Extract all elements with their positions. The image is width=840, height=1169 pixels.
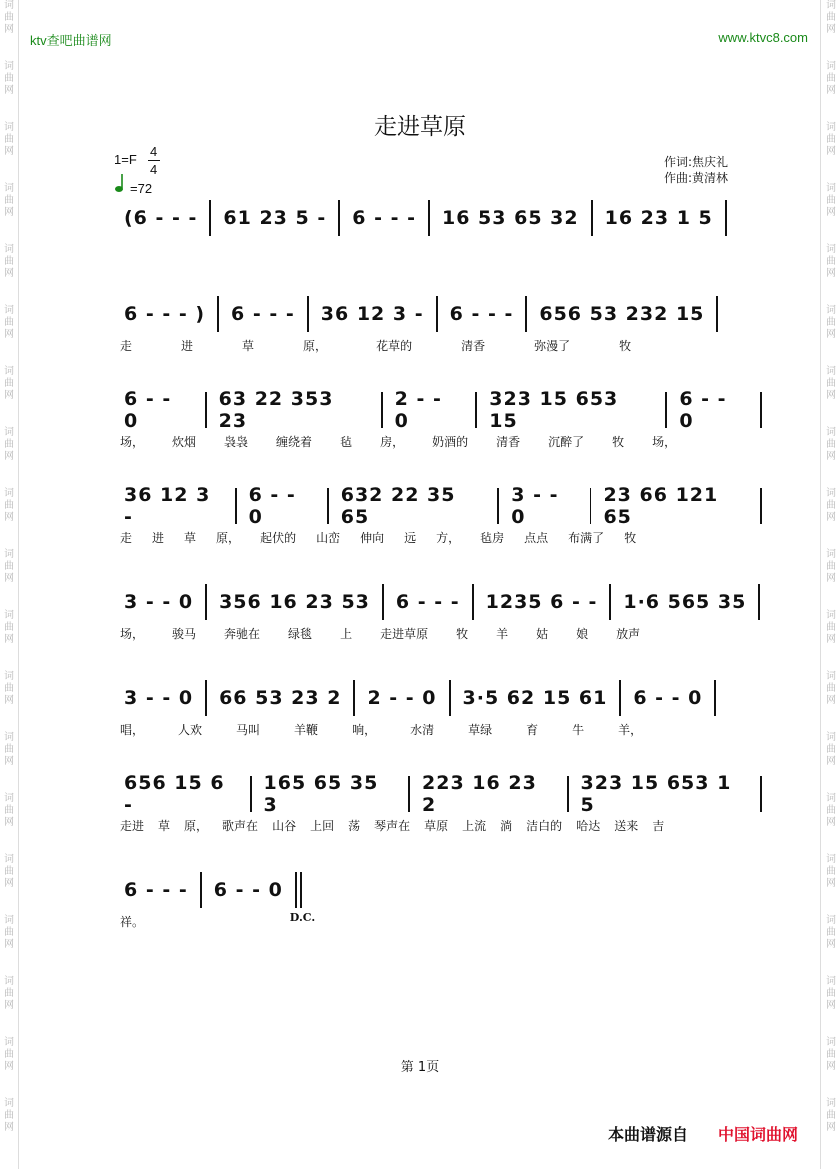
watermark-char: 网 xyxy=(4,756,14,767)
watermark-char: 词 xyxy=(826,183,836,194)
bar-line xyxy=(760,488,762,524)
final-bar-line xyxy=(300,872,302,908)
watermark-char: 曲 xyxy=(826,683,836,694)
measure: 16 53 65 32 xyxy=(441,207,579,229)
lyrics-row xyxy=(118,334,768,356)
measure: 63 22 353 23 xyxy=(218,388,334,432)
measure: 1235 6 - - xyxy=(485,591,598,613)
notation-row xyxy=(118,582,768,622)
watermark-char: 曲 xyxy=(4,73,14,84)
watermark-char: 词 xyxy=(826,305,836,316)
lyric-word: 原， xyxy=(303,338,328,353)
lyric-word: 清香 xyxy=(496,434,521,449)
key-signature: 1=F xyxy=(114,152,137,167)
watermark-char: 曲 xyxy=(4,744,14,755)
watermark-char: 曲 xyxy=(4,134,14,145)
watermark-char: 网 xyxy=(826,146,836,157)
watermark-char: 曲 xyxy=(826,805,836,816)
notation-row xyxy=(118,294,768,334)
lyric-word: 牧 xyxy=(456,626,469,641)
lyric-word: 牧 xyxy=(619,338,632,353)
watermark-char: 词 xyxy=(4,488,14,499)
measure: 323 15 653 1 5 xyxy=(580,772,732,816)
measure: 323 15 653 15 xyxy=(489,388,619,432)
notation-row xyxy=(118,198,768,238)
watermark-char: 曲 xyxy=(826,73,836,84)
bar-line xyxy=(567,776,569,812)
song-title: 走进草原 xyxy=(374,114,466,140)
watermark-char: 网 xyxy=(4,451,14,462)
watermark-char: 曲 xyxy=(4,1110,14,1121)
watermark-char: 网 xyxy=(4,695,14,706)
score-system xyxy=(118,294,768,356)
lyric-word: 清香 xyxy=(461,338,486,353)
watermark-char: 网 xyxy=(826,24,836,35)
lyric-word: 场， xyxy=(652,434,677,449)
lyric-word: 房， xyxy=(380,434,405,449)
watermark-char: 曲 xyxy=(4,561,14,572)
watermark-char: 网 xyxy=(826,756,836,767)
watermark-char: 曲 xyxy=(4,1049,14,1060)
bar-line xyxy=(716,296,718,332)
bar-line xyxy=(217,296,219,332)
lyric-word: 吉 xyxy=(652,818,665,833)
watermark-char: 网 xyxy=(826,817,836,828)
lyric-word: 草 xyxy=(242,338,255,353)
lyric-word: 羊 xyxy=(496,626,509,641)
watermark-char: 网 xyxy=(4,329,14,340)
lyric-word: 进 xyxy=(152,530,165,545)
lyric-word: 场， xyxy=(120,626,145,641)
bar-line xyxy=(307,296,309,332)
bar-line xyxy=(235,488,237,524)
watermark-char: 网 xyxy=(826,573,836,584)
watermark-char: 词 xyxy=(4,0,14,11)
bar-line xyxy=(497,488,499,524)
measure: 66 53 23 2 xyxy=(219,687,342,709)
lyric-word: 荡 xyxy=(348,818,361,833)
bar-line xyxy=(619,680,621,716)
watermark-char: 网 xyxy=(826,85,836,96)
bar-line xyxy=(209,200,211,236)
measure: 3 - - 0 xyxy=(124,591,194,613)
bar-line xyxy=(590,488,592,524)
watermark-char: 网 xyxy=(4,24,14,35)
measure: 6 - - 0 xyxy=(633,687,703,709)
bar-line xyxy=(714,680,716,716)
lyrics-row xyxy=(118,814,768,836)
score-system xyxy=(118,390,768,452)
watermark-char: 曲 xyxy=(4,378,14,389)
lyric-word: 方， xyxy=(436,530,461,545)
watermark-char: 曲 xyxy=(826,866,836,877)
watermark-char: 词 xyxy=(826,488,836,499)
watermark-char: 网 xyxy=(4,634,14,645)
watermark-char: 词 xyxy=(4,854,14,865)
watermark-char: 曲 xyxy=(4,988,14,999)
measure: 656 15 6 - xyxy=(124,772,225,816)
lyric-word: 走 xyxy=(120,530,133,545)
lyric-word: 进 xyxy=(181,338,194,353)
lyric-word: 袅袅 xyxy=(224,434,249,449)
watermark-char: 网 xyxy=(4,817,14,828)
watermark-char: 词 xyxy=(4,1037,14,1048)
bar-line xyxy=(250,776,252,812)
bar-line xyxy=(327,488,329,524)
lyric-word: 炊烟 xyxy=(172,434,197,449)
lyric-word: 响， xyxy=(352,722,377,737)
watermark-char: 词 xyxy=(4,549,14,560)
lyric-word: 毡房 xyxy=(480,530,505,545)
lyric-word: 场， xyxy=(120,434,145,449)
measure: 6 - - 0 xyxy=(213,879,283,901)
measure: 61 23 5 - xyxy=(223,207,327,229)
watermark-char: 网 xyxy=(4,878,14,889)
score-system xyxy=(118,486,768,548)
score-system xyxy=(118,198,768,260)
watermark-char: 曲 xyxy=(826,317,836,328)
lyrics-row xyxy=(118,238,768,260)
lyrics-row xyxy=(118,910,768,932)
measure: 6 - - - xyxy=(395,591,460,613)
lyric-word: 奶酒的 xyxy=(432,434,469,449)
bar-line xyxy=(449,680,451,716)
watermark-char: 词 xyxy=(826,732,836,743)
watermark-char: 词 xyxy=(826,976,836,987)
measure: 2 - - 0 xyxy=(394,388,442,432)
watermark-char: 网 xyxy=(4,390,14,401)
watermark-char: 网 xyxy=(4,85,14,96)
watermark-char: 词 xyxy=(4,671,14,682)
bar-line xyxy=(436,296,438,332)
lyrics-row xyxy=(118,526,768,548)
lyric-word: 牧 xyxy=(612,434,625,449)
watermark-char: 网 xyxy=(4,1122,14,1133)
watermark-char: 曲 xyxy=(4,317,14,328)
lyric-word: 草 xyxy=(184,530,197,545)
watermark-char: 网 xyxy=(826,634,836,645)
watermark-char: 词 xyxy=(4,61,14,72)
watermark-char: 词 xyxy=(4,915,14,926)
measure: 6 - - - xyxy=(124,879,188,901)
bar-line xyxy=(725,200,727,236)
bar-line xyxy=(472,584,474,620)
bar-line xyxy=(338,200,340,236)
lyric-word: 山谷 xyxy=(272,818,297,833)
watermark-char: 词 xyxy=(4,793,14,804)
lyricist-credit: 作词:焦庆礼 xyxy=(664,155,729,169)
measure: 2 - - 0 xyxy=(367,687,437,709)
bar-line xyxy=(428,200,430,236)
lyric-word: 姑 xyxy=(536,626,549,641)
bar-line xyxy=(200,872,202,908)
watermark-char: 词 xyxy=(826,549,836,560)
watermark-char: 网 xyxy=(826,1122,836,1133)
lyric-word: 原， xyxy=(184,818,209,833)
watermark-char: 曲 xyxy=(826,378,836,389)
watermark-char: 网 xyxy=(826,695,836,706)
right-watermark-column xyxy=(824,0,838,1159)
bar-line xyxy=(475,392,477,428)
lyric-word: 弥漫了 xyxy=(534,338,571,353)
lyric-word: 送来 xyxy=(614,818,639,833)
watermark-char: 词 xyxy=(826,915,836,926)
watermark-char: 词 xyxy=(826,427,836,438)
lyric-word: 走进草原 xyxy=(380,626,429,641)
lyric-word: 沉醉了 xyxy=(548,434,585,449)
watermark-char: 网 xyxy=(4,1061,14,1072)
lyric-word: 洁白的 xyxy=(526,818,563,833)
measure: 165 65 35 3 xyxy=(263,772,379,816)
watermark-char: 词 xyxy=(4,183,14,194)
watermark-char: 词 xyxy=(826,0,836,11)
left-border-line xyxy=(18,0,19,1169)
watermark-char: 曲 xyxy=(4,866,14,877)
watermark-char: 曲 xyxy=(826,988,836,999)
score-staff xyxy=(118,198,768,932)
score-system xyxy=(118,870,768,932)
watermark-char: 词 xyxy=(4,366,14,377)
watermark-char: 曲 xyxy=(826,1110,836,1121)
measure: (6 - - - xyxy=(124,207,198,229)
lyric-word: 琴声在 xyxy=(374,818,411,833)
watermark-char: 曲 xyxy=(826,927,836,938)
watermark-char: 曲 xyxy=(4,805,14,816)
lyric-word: 淌 xyxy=(500,818,513,833)
watermark-char: 曲 xyxy=(4,622,14,633)
lyric-word: 放声 xyxy=(616,626,641,641)
lyric-word: 娘 xyxy=(576,626,589,641)
watermark-char: 网 xyxy=(826,329,836,340)
right-border-line xyxy=(820,0,821,1169)
watermark-char: 网 xyxy=(826,939,836,950)
lyric-word: 原， xyxy=(216,530,241,545)
lyric-word: 草原 xyxy=(424,818,449,833)
watermark-char: 曲 xyxy=(4,439,14,450)
watermark-char: 曲 xyxy=(826,744,836,755)
lyric-word: 牧 xyxy=(624,530,637,545)
watermark-char: 词 xyxy=(4,244,14,255)
time-signature-line xyxy=(148,160,160,161)
time-signature-top: 4 xyxy=(150,144,158,159)
notation-row xyxy=(118,390,768,430)
measure: 656 53 232 15 xyxy=(539,303,705,325)
lyrics-row xyxy=(118,622,768,644)
watermark-char: 曲 xyxy=(4,256,14,267)
measure: 6 - - 0 xyxy=(248,484,296,528)
watermark-char: 曲 xyxy=(4,683,14,694)
watermark-char: 曲 xyxy=(826,622,836,633)
notation-row xyxy=(118,678,768,718)
lyric-word: 祥。 xyxy=(120,914,145,929)
score-system xyxy=(118,582,768,644)
watermark-char: 网 xyxy=(826,207,836,218)
watermark-char: 曲 xyxy=(826,439,836,450)
watermark-char: 词 xyxy=(826,1037,836,1048)
watermark-char: 词 xyxy=(4,427,14,438)
watermark-char: 网 xyxy=(826,390,836,401)
lyric-word: 点点 xyxy=(524,530,549,545)
watermark-char: 网 xyxy=(4,512,14,523)
bar-line xyxy=(760,776,762,812)
time-signature-bottom: 4 xyxy=(150,162,158,177)
watermark-char: 网 xyxy=(4,268,14,279)
lyric-word: 起伏的 xyxy=(260,530,297,545)
watermark-char: 曲 xyxy=(4,12,14,23)
lyric-word: 伸向 xyxy=(360,530,385,545)
source-site-link[interactable]: 中国词曲网 xyxy=(718,1125,799,1144)
score-system xyxy=(118,774,768,836)
watermark-char: 曲 xyxy=(826,500,836,511)
measure: 6 - - 0 xyxy=(124,388,172,432)
watermark-char: 词 xyxy=(4,305,14,316)
lyric-word: 布满了 xyxy=(568,530,605,545)
lyric-word: 缠绕着 xyxy=(276,434,313,449)
watermark-char: 曲 xyxy=(826,561,836,572)
watermark-char: 词 xyxy=(4,1098,14,1109)
lyric-word: 骏马 xyxy=(172,626,197,641)
measure: 3 - - 0 xyxy=(124,687,194,709)
notation-row xyxy=(118,486,768,526)
bar-line xyxy=(760,392,762,428)
watermark-char: 词 xyxy=(826,671,836,682)
lyric-word: 毡 xyxy=(340,434,353,449)
watermark-char: 网 xyxy=(826,451,836,462)
measure: 3·5 62 15 61 xyxy=(462,687,608,709)
lyric-word: 上回 xyxy=(310,818,335,833)
measure: 23 66 121 65 xyxy=(603,484,719,528)
watermark-char: 网 xyxy=(4,573,14,584)
da-capo-mark: D.C. xyxy=(289,911,316,924)
measure: 3 - - 0 xyxy=(511,484,559,528)
measure: 6 - - - xyxy=(449,303,514,325)
lyric-word: 人欢 xyxy=(178,722,203,737)
watermark-char: 网 xyxy=(4,939,14,950)
lyric-word: 走进 xyxy=(120,818,145,833)
lyric-word: 牛 xyxy=(572,722,585,737)
bar-line xyxy=(591,200,593,236)
watermark-char: 曲 xyxy=(4,927,14,938)
watermark-char: 曲 xyxy=(826,134,836,145)
bar-line xyxy=(525,296,527,332)
bar-line xyxy=(205,584,207,620)
composer-credit: 作曲:黄清林 xyxy=(664,171,729,185)
bar-line xyxy=(295,872,297,908)
bar-line xyxy=(408,776,410,812)
watermark-char: 词 xyxy=(826,366,836,377)
source-label: 本曲谱源自 xyxy=(608,1125,689,1144)
lyric-word: 上 xyxy=(340,626,353,641)
watermark-char: 曲 xyxy=(826,256,836,267)
lyric-word: 绿毯 xyxy=(288,626,313,641)
lyric-word: 羊鞭 xyxy=(294,722,319,737)
lyric-word: 上流 xyxy=(462,818,487,833)
lyric-word: 奔驰在 xyxy=(224,626,261,641)
watermark-char: 词 xyxy=(826,122,836,133)
watermark-char: 词 xyxy=(4,122,14,133)
watermark-char: 曲 xyxy=(4,500,14,511)
bar-line xyxy=(665,392,667,428)
bar-line xyxy=(758,584,760,620)
header-right-site[interactable]: www.ktvc8.com xyxy=(718,30,808,45)
measure: 223 16 23 2 xyxy=(422,772,537,816)
bar-line xyxy=(609,584,611,620)
bar-line xyxy=(353,680,355,716)
measure: 36 12 3 - xyxy=(124,484,211,528)
measure: 6 - - 0 xyxy=(679,388,727,432)
measure: 6 - - - xyxy=(231,303,295,325)
watermark-char: 网 xyxy=(4,1000,14,1011)
lyric-word: 歌声在 xyxy=(222,818,259,833)
lyric-word: 育 xyxy=(526,722,539,737)
lyric-word: 唱， xyxy=(120,722,145,737)
lyric-word: 山峦 xyxy=(316,530,341,545)
tempo-value: =72 xyxy=(130,181,153,196)
page-number: 第 1页 xyxy=(400,1060,440,1075)
bar-line xyxy=(205,392,207,428)
notation-row xyxy=(118,870,768,924)
watermark-char: 曲 xyxy=(826,195,836,206)
measure: 1·6 565 35 xyxy=(623,591,747,613)
watermark-char: 网 xyxy=(826,512,836,523)
lyric-word: 花草的 xyxy=(376,338,413,353)
notation-row xyxy=(118,774,768,814)
lyric-word: 远 xyxy=(404,530,417,545)
lyric-word: 水清 xyxy=(410,722,435,737)
watermark-char: 曲 xyxy=(4,195,14,206)
watermark-char: 网 xyxy=(826,878,836,889)
lyrics-row xyxy=(118,430,768,452)
lyric-word: 马叫 xyxy=(236,722,261,737)
measure: 6 - - - ) xyxy=(124,303,206,325)
watermark-char: 词 xyxy=(4,732,14,743)
watermark-char: 网 xyxy=(826,1000,836,1011)
bar-line xyxy=(381,392,383,428)
lyric-word: 哈达 xyxy=(576,818,601,833)
watermark-char: 网 xyxy=(4,207,14,218)
left-watermark-column xyxy=(2,0,16,1159)
watermark-char: 网 xyxy=(826,268,836,279)
measure: 632 22 35 65 xyxy=(340,484,456,528)
lyric-word: 草 xyxy=(158,818,171,833)
watermark-char: 词 xyxy=(826,854,836,865)
watermark-char: 曲 xyxy=(826,1049,836,1060)
score-system xyxy=(118,678,768,740)
watermark-char: 词 xyxy=(4,976,14,987)
watermark-char: 词 xyxy=(826,610,836,621)
watermark-char: 词 xyxy=(826,61,836,72)
watermark-char: 曲 xyxy=(826,12,836,23)
measure: 6 - - - xyxy=(352,207,416,229)
watermark-char: 网 xyxy=(826,1061,836,1072)
lyric-word: 羊， xyxy=(618,722,643,737)
bar-line xyxy=(382,584,384,620)
measure: 356 16 23 53 xyxy=(219,591,370,613)
watermark-char: 词 xyxy=(826,244,836,255)
watermark-char: 词 xyxy=(826,793,836,804)
lyric-word: 草绿 xyxy=(468,722,493,737)
measure: 16 23 1 5 xyxy=(604,207,713,229)
watermark-char: 词 xyxy=(826,1098,836,1109)
bar-line xyxy=(205,680,207,716)
lyrics-row xyxy=(118,718,768,740)
watermark-char: 网 xyxy=(4,146,14,157)
header-left-site[interactable]: ktv查吧曲谱网 xyxy=(30,33,112,48)
lyric-word: 走 xyxy=(120,338,133,353)
measure: 36 12 3 - xyxy=(320,303,424,325)
watermark-char: 词 xyxy=(4,610,14,621)
